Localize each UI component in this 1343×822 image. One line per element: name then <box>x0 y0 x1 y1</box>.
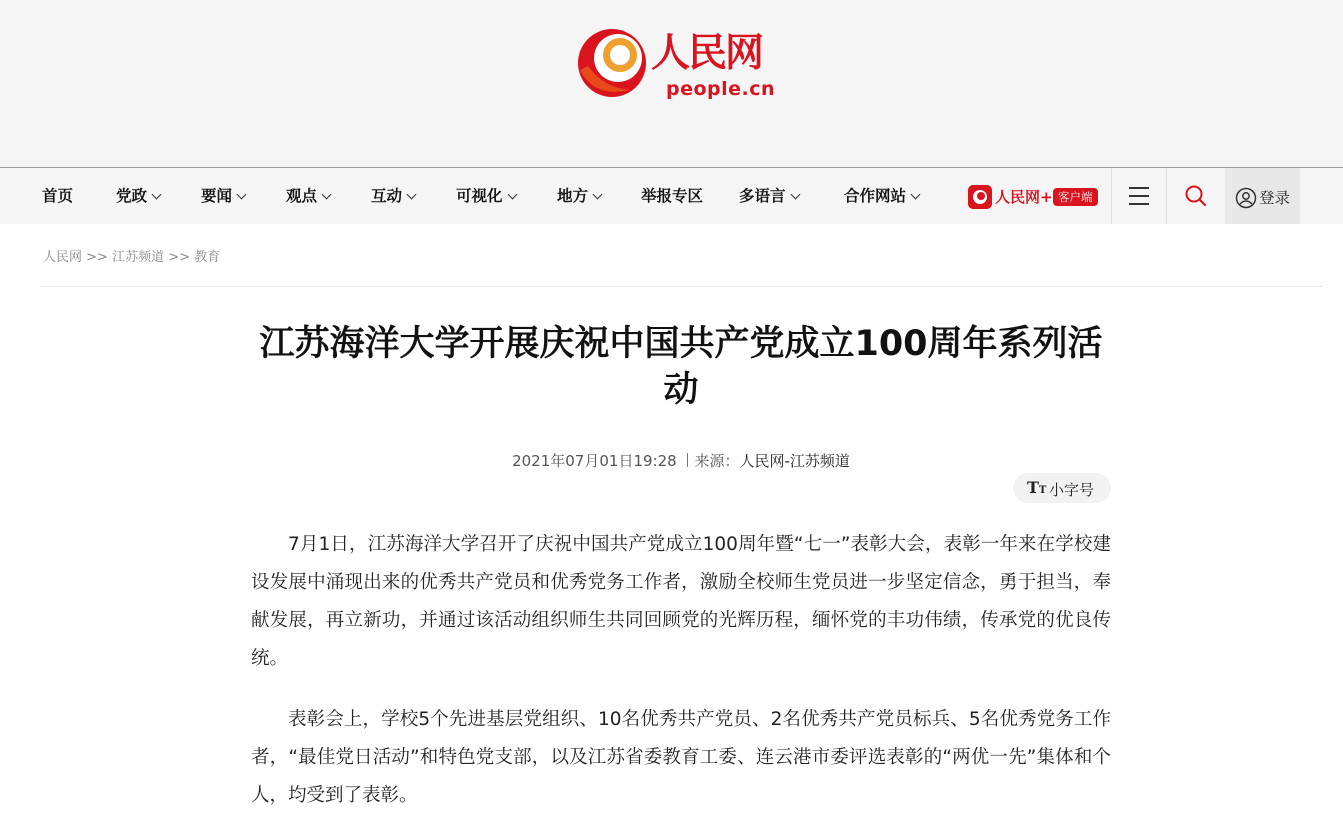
nav-label: 首页 <box>42 187 74 205</box>
breadcrumb-link-jiangsu[interactable]: 江苏频道 <box>112 250 165 265</box>
nav-label: 党政 <box>116 187 148 205</box>
nav-item-opinion[interactable] <box>286 168 330 224</box>
chevron-down-icon <box>507 190 517 200</box>
font-size-toggle[interactable] <box>1013 473 1111 503</box>
nav-item-partners[interactable] <box>844 168 919 224</box>
breadcrumb-separator: >> <box>168 250 191 265</box>
nav-item-languages[interactable] <box>739 168 799 224</box>
nav-label: 可视化 <box>456 187 503 205</box>
nav-item-local[interactable] <box>557 168 601 224</box>
logo-text-cn: 人民网 <box>651 30 763 76</box>
nav-item-home[interactable] <box>42 168 73 224</box>
site-logo[interactable] <box>574 20 789 102</box>
breadcrumb-separator: >> <box>86 250 108 265</box>
menu-button[interactable] <box>1112 168 1166 224</box>
app-logo-icon <box>968 185 992 209</box>
nav-item-report[interactable] <box>641 168 703 224</box>
breadcrumb-link-home[interactable]: 人民网 <box>43 250 83 265</box>
nav-label: 举报专区 <box>641 187 704 205</box>
login-label: 登录 <box>1259 189 1291 207</box>
logo-text-en: people.cn <box>666 78 776 100</box>
nav-label: 要闻 <box>201 187 233 205</box>
article-paragraph: 7月1日，江苏海洋大学召开了庆祝中国共产党成立100周年暨“七一”表彰大会，表彰一年来在学校建设发展中涌现出来的优秀共产党员和优秀党务工作者，激励全校师生党员进一步坚定信念，勇于担当，奉献发展，再立新功，并通过该活动组织师生共同回顾党的光辉历程，缅怀党的丰功伟绩，传承党的优良传统。 <box>251 534 1111 669</box>
nav-label: 地方 <box>557 187 589 205</box>
nav-label: 互动 <box>371 187 403 205</box>
article-meta <box>251 450 1111 471</box>
nav-label: 合作网站 <box>844 187 907 205</box>
nav-label: 观点 <box>286 187 318 205</box>
site-header <box>0 0 1343 168</box>
divider <box>40 286 1322 287</box>
chevron-down-icon <box>237 190 247 200</box>
article-title: 江苏海洋大学开展庆祝中国共产党成立100周年系列活动 <box>259 324 1103 410</box>
source-link[interactable]: 人民网-江苏频道 <box>739 452 850 470</box>
app-name: 人民网+ <box>995 188 1053 206</box>
font-size-label: 小字号 <box>1049 481 1095 499</box>
breadcrumb <box>43 246 220 265</box>
user-icon <box>1235 187 1257 209</box>
chevron-down-icon <box>790 190 800 200</box>
nav-item-news[interactable] <box>201 168 245 224</box>
breadcrumb-link-education[interactable]: 教育 <box>194 250 221 265</box>
search-button[interactable] <box>1167 168 1224 224</box>
chevron-down-icon <box>593 190 603 200</box>
login-button[interactable] <box>1225 168 1300 224</box>
chevron-down-icon <box>152 190 162 200</box>
logo-swirl-icon <box>574 20 654 102</box>
nav-item-party[interactable] <box>116 168 160 224</box>
app-tag: 客户端 <box>1053 188 1098 206</box>
nav-item-interact[interactable] <box>371 168 415 224</box>
text-size-icon: TT <box>1027 478 1047 497</box>
nav-label: 多语言 <box>739 187 786 205</box>
search-icon <box>1184 184 1208 208</box>
publish-datetime: 2021年07月01日19:28 <box>512 452 677 470</box>
meta-divider <box>687 453 688 467</box>
chevron-down-icon <box>911 190 921 200</box>
nav-item-visual[interactable] <box>456 168 516 224</box>
source-label: 来源： <box>694 452 740 470</box>
article-paragraph: 表彰会上，学校5个先进基层党组织、10名优秀共产党员、2名优秀共产党员标兵、5名优秀党务工作者，“最佳党日活动”和特色党支部，以及江苏省委教育工委、连云港市委评选表彰的“两优一先”集体和个人，均受到了表彰。 <box>251 709 1111 806</box>
chevron-down-icon <box>407 190 417 200</box>
chevron-down-icon <box>322 190 332 200</box>
